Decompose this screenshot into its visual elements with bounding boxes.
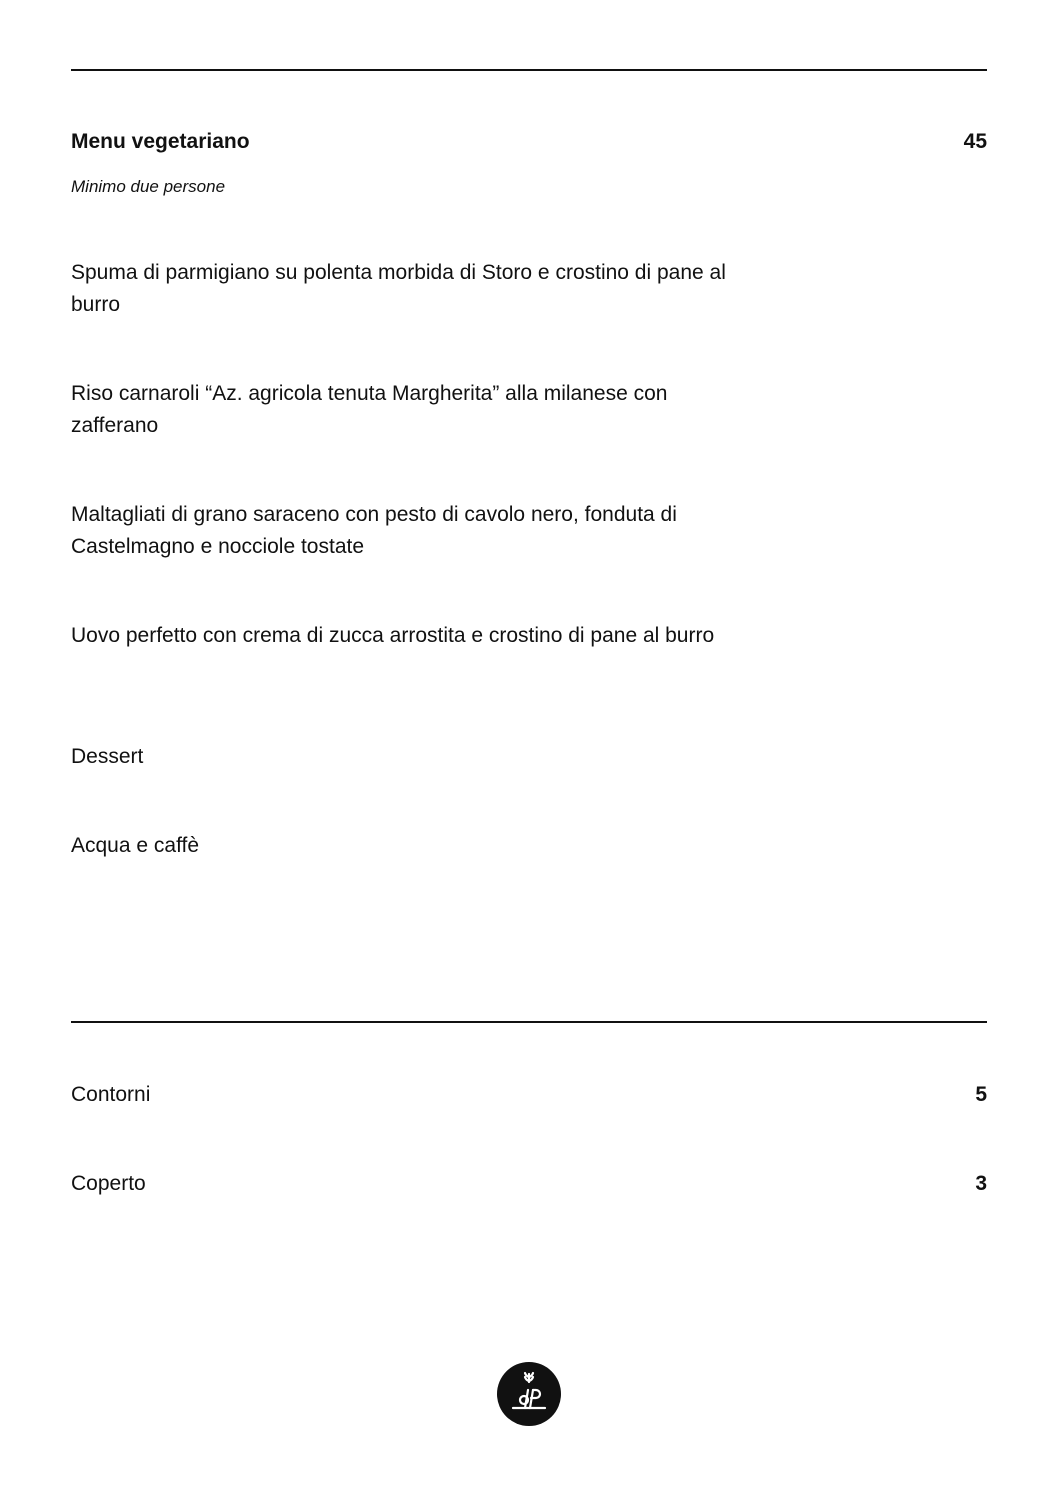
course-item: Spuma di parmigiano su polenta morbida di Storo e crostino di pane al burro — [71, 261, 726, 316]
top-divider — [71, 69, 987, 71]
menu-price: 45 — [963, 130, 987, 153]
extra-row-coperto — [71, 1172, 987, 1196]
course-item: Riso carnaroli “Az. agricola tenuta Margherita” alla milanese con zafferano — [71, 382, 668, 437]
menu-subtitle: Minimo due persone — [71, 177, 226, 196]
extra-price: 5 — [975, 1083, 987, 1106]
extra-row-contorni — [71, 1083, 987, 1107]
course-item: Uovo perfetto con crema di zucca arrostita e crostino di pane al burro — [71, 624, 715, 647]
extra-label: Contorni — [71, 1083, 151, 1106]
course-item: Dessert — [71, 745, 144, 768]
extra-label: Coperto — [71, 1172, 146, 1195]
extra-price: 3 — [975, 1172, 987, 1195]
course-item: Acqua e caffè — [71, 834, 200, 857]
wheat-monogram-logo-icon — [497, 1362, 561, 1426]
bottom-divider — [71, 1021, 987, 1023]
menu-title: Menu vegetariano — [71, 130, 250, 153]
course-item: Maltagliati di grano saraceno con pesto di cavolo nero, fonduta di Castelmagno e nocciole tostate — [71, 503, 677, 558]
menu-header — [71, 130, 987, 154]
